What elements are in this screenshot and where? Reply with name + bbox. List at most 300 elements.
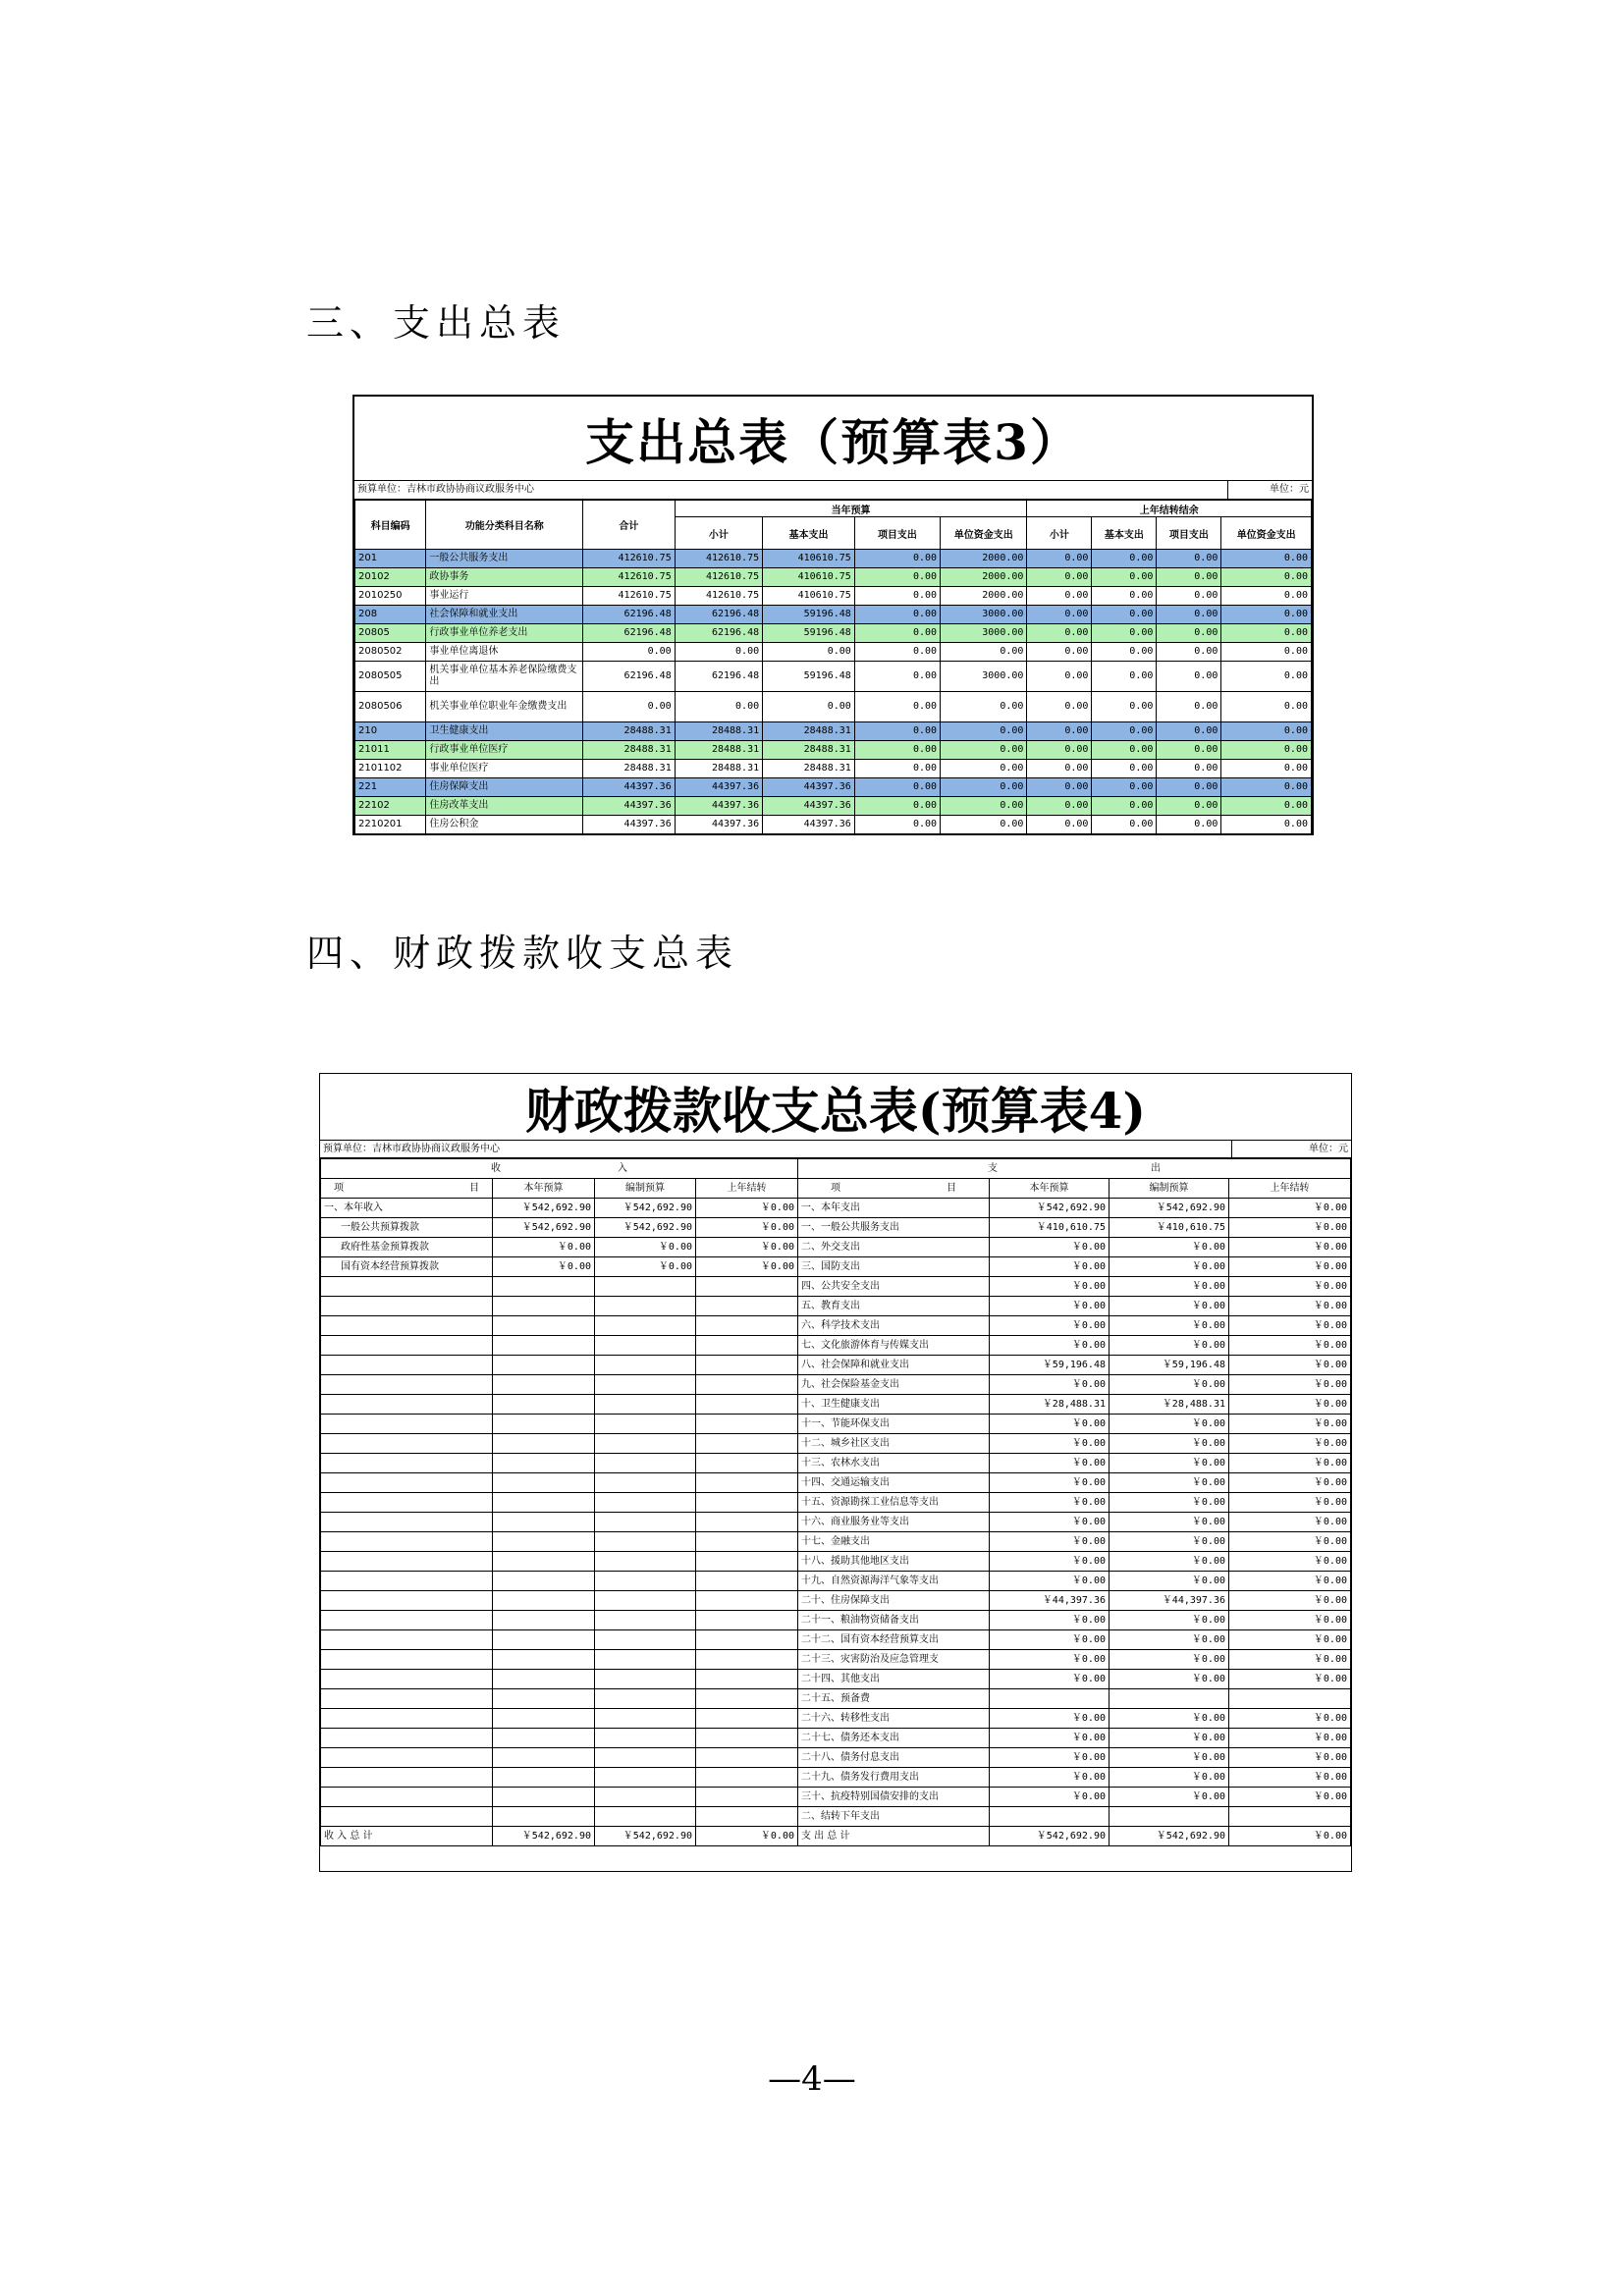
income-carry [696,1630,798,1650]
amount-cell: 0.00 [1027,662,1092,692]
expense-budget [990,1807,1110,1827]
subject-name: 事业单位医疗 [426,760,583,778]
expense-budget: ￥0.00 [990,1336,1110,1356]
amount-cell: 0.00 [1221,760,1312,778]
amount-cell: 44397.36 [763,778,855,797]
header-code: 科目编码 [355,501,426,550]
amount-cell: 0.00 [1157,692,1221,722]
expense-budget: ￥0.00 [990,1729,1110,1748]
amount-cell: 0.00 [1221,550,1312,568]
subject-name: 社会保障和就业支出 [426,606,583,624]
expense-item: 二、结转下年支出 [798,1807,990,1827]
income-carry [696,1650,798,1670]
subject-code: 2010250 [355,587,426,606]
amount-cell: 410610.75 [763,568,855,587]
expense-budget: ￥0.00 [990,1238,1110,1257]
expense-budget: ￥0.00 [990,1650,1110,1670]
income-budget [493,1434,595,1454]
amount-cell: 0.00 [1221,816,1312,834]
expense-compiled [1110,1689,1229,1709]
amount-cell: 0.00 [1027,722,1092,741]
income-compiled [595,1552,696,1572]
expense-item: 一、本年支出 [798,1199,990,1218]
expense-item: 八、社会保障和就业支出 [798,1356,990,1375]
income-head-char: 收 [491,1163,501,1174]
income-budget [493,1748,595,1768]
amount-cell: 412610.75 [583,587,676,606]
expense-item: 十九、自然资源海洋气象等支出 [798,1572,990,1591]
table4-row [321,1513,1351,1532]
amount-cell: 0.00 [941,722,1027,741]
table4-row [321,1709,1351,1729]
income-item [321,1670,493,1689]
amount-cell: 0.00 [675,692,762,722]
expense-item: 七、文化旅游体育与传媒支出 [798,1336,990,1356]
income-compiled [595,1788,696,1807]
income-carry [696,1807,798,1827]
amount-cell: 0.00 [675,643,762,662]
amount-cell: 0.00 [1027,816,1092,834]
amount-cell: 0.00 [1157,797,1221,816]
amount-cell: 2000.00 [941,568,1027,587]
expense-budget: ￥0.00 [990,1277,1110,1297]
amount-cell: 0.00 [1221,606,1312,624]
amount-cell: 0.00 [1027,760,1092,778]
amount-cell: 0.00 [1157,722,1221,741]
amount-cell: 0.00 [1092,816,1157,834]
income-item [321,1807,493,1827]
expense-item: 二十七、债务还本支出 [798,1729,990,1748]
amount-cell: 412610.75 [675,568,762,587]
header-total: 合计 [583,501,676,550]
income-budget [493,1356,595,1375]
header-sub: 基本支出 [763,517,855,550]
expense-carry: ￥0.00 [1229,1670,1351,1689]
amount-cell: 0.00 [1027,692,1092,722]
table4-currency-unit: 单位：元 [1309,1144,1348,1154]
subject-code: 2210201 [355,816,426,834]
amount-cell: 0.00 [1221,741,1312,760]
expense-carry: ￥0.00 [1229,1238,1351,1257]
income-budget-header: 本年预算 [493,1179,595,1199]
expense-carry: ￥0.00 [1229,1375,1351,1395]
income-budget [493,1297,595,1316]
amount-cell: 28488.31 [675,722,762,741]
expense-carry: ￥0.00 [1229,1454,1351,1473]
income-carry [696,1709,798,1729]
amount-cell: 0.00 [1027,797,1092,816]
header-name: 功能分类科目名称 [426,501,583,550]
expense-compiled: ￥0.00 [1110,1768,1229,1788]
income-compiled [595,1277,696,1297]
expense-item: 四、公共安全支出 [798,1277,990,1297]
expense-compiled: ￥0.00 [1110,1257,1229,1277]
expense-compiled: ￥0.00 [1110,1729,1229,1748]
expense-budget: ￥59,196.48 [990,1356,1110,1375]
amount-cell: 44397.36 [675,816,762,834]
amount-cell: 412610.75 [583,550,676,568]
income-compiled [595,1356,696,1375]
income-item [321,1316,493,1336]
expense-compiled: ￥542,692.90 [1110,1827,1229,1846]
amount-cell: 0.00 [1157,568,1221,587]
subject-name: 事业运行 [426,587,583,606]
table4-row [321,1591,1351,1611]
expense-carry: ￥0.00 [1229,1199,1351,1218]
expense-compiled: ￥0.00 [1110,1650,1229,1670]
subject-name: 住房改革支出 [426,797,583,816]
income-item: 国有资本经营预算拨款 [321,1257,493,1277]
expense-budget-header: 本年预算 [990,1179,1110,1199]
amount-cell: 0.00 [941,816,1027,834]
amount-cell: 0.00 [1221,587,1312,606]
income-item [321,1768,493,1788]
income-compiled [595,1297,696,1316]
amount-cell: 0.00 [854,722,940,741]
amount-cell: 0.00 [1157,550,1221,568]
amount-cell: 0.00 [854,741,940,760]
table4-row [321,1199,1351,1218]
table4-row [321,1748,1351,1768]
income-carry-header: 上年结转 [696,1179,798,1199]
expense-compiled: ￥0.00 [1110,1297,1229,1316]
table4-row [321,1415,1351,1434]
table4-row [321,1768,1351,1788]
income-budget [493,1591,595,1611]
expense-carry: ￥0.00 [1229,1630,1351,1650]
subject-code: 2080502 [355,643,426,662]
expense-carry: ￥0.00 [1229,1218,1351,1238]
table4-row [321,1630,1351,1650]
header-current-budget: 当年预算 [675,501,1027,517]
income-item [321,1630,493,1650]
expense-compiled: ￥0.00 [1110,1552,1229,1572]
table3-grid [354,500,1312,834]
amount-cell: 0.00 [941,741,1027,760]
amount-cell: 0.00 [854,662,940,692]
expense-compiled: ￥0.00 [1110,1434,1229,1454]
amount-cell: 0.00 [1027,587,1092,606]
page-number: —4— [768,2059,856,2099]
amount-cell: 44397.36 [583,778,676,797]
amount-cell: 0.00 [1157,760,1221,778]
item-head-char: 目 [947,1183,956,1194]
income-item [321,1375,493,1395]
income-carry [696,1434,798,1454]
amount-cell: 59196.48 [763,606,855,624]
income-item [321,1650,493,1670]
amount-cell: 0.00 [854,643,940,662]
amount-cell: 0.00 [1157,741,1221,760]
expense-compiled-header: 编制预算 [1110,1179,1229,1199]
income-carry [696,1395,798,1415]
table3-row [355,550,1312,568]
income-carry [696,1375,798,1395]
expense-budget: ￥0.00 [990,1434,1110,1454]
income-budget [493,1768,595,1788]
expense-carry: ￥0.00 [1229,1572,1351,1591]
expense-item: 二十八、债务付息支出 [798,1748,990,1768]
amount-cell: 28488.31 [583,722,676,741]
income-item [321,1513,493,1532]
expense-carry: ￥0.00 [1229,1591,1351,1611]
amount-cell: 0.00 [583,692,676,722]
expense-carry: ￥0.00 [1229,1513,1351,1532]
amount-cell: 412610.75 [675,550,762,568]
expense-compiled: ￥0.00 [1110,1277,1229,1297]
amount-cell: 28488.31 [763,741,855,760]
income-budget [493,1689,595,1709]
amount-cell: 0.00 [1157,643,1221,662]
expense-compiled [1110,1807,1229,1827]
expense-item: 二十三、灾害防治及应急管理支 [798,1650,990,1670]
expense-budget [990,1689,1110,1709]
amount-cell: 412610.75 [675,587,762,606]
table4-row [321,1375,1351,1395]
table3-row [355,587,1312,606]
income-carry [696,1356,798,1375]
amount-cell: 44397.36 [583,797,676,816]
amount-cell: 0.00 [1092,797,1157,816]
expense-carry: ￥0.00 [1229,1493,1351,1513]
amount-cell: 0.00 [854,606,940,624]
amount-cell: 0.00 [1092,643,1157,662]
expense-item: 三十、抗疫特别国债安排的支出 [798,1788,990,1807]
amount-cell: 2000.00 [941,550,1027,568]
amount-cell: 0.00 [941,760,1027,778]
income-budget [493,1611,595,1630]
income-budget [493,1277,595,1297]
subject-code: 2080506 [355,692,426,722]
amount-cell: 44397.36 [763,816,855,834]
income-compiled [595,1630,696,1650]
income-item [321,1493,493,1513]
expense-budget: ￥0.00 [990,1375,1110,1395]
expense-budget: ￥0.00 [990,1493,1110,1513]
expense-compiled: ￥0.00 [1110,1493,1229,1513]
income-item [321,1473,493,1493]
item-head-char: 目 [469,1183,479,1194]
income-item [321,1532,493,1552]
income-item [321,1297,493,1316]
expense-carry: ￥0.00 [1229,1729,1351,1748]
expense-compiled: ￥0.00 [1110,1415,1229,1434]
amount-cell: 0.00 [1157,662,1221,692]
expense-group-header [798,1159,1351,1179]
subject-code: 2080505 [355,662,426,692]
table4-row [321,1277,1351,1297]
expense-budget: ￥0.00 [990,1709,1110,1729]
income-compiled [595,1532,696,1552]
amount-cell: 0.00 [1027,550,1092,568]
expense-head-char: 支 [988,1163,998,1174]
income-compiled [595,1375,696,1395]
amount-cell: 0.00 [1092,760,1157,778]
amount-cell: 0.00 [1221,643,1312,662]
amount-cell: 3000.00 [941,624,1027,643]
income-budget: ￥0.00 [493,1238,595,1257]
amount-cell: 0.00 [1092,692,1157,722]
amount-cell: 62196.48 [675,662,762,692]
expense-budget: ￥28,488.31 [990,1395,1110,1415]
amount-cell: 0.00 [1092,568,1157,587]
table3-row [355,797,1312,816]
expense-budget: ￥0.00 [990,1630,1110,1650]
expense-summary-table-3 [352,395,1314,835]
expense-carry: ￥0.00 [1229,1336,1351,1356]
income-budget [493,1375,595,1395]
expense-compiled: ￥410,610.75 [1110,1218,1229,1238]
table4-row [321,1650,1351,1670]
income-budget [493,1572,595,1591]
amount-cell: 0.00 [1092,606,1157,624]
income-compiled: ￥542,692.90 [595,1218,696,1238]
income-compiled [595,1748,696,1768]
subject-name: 一般公共服务支出 [426,550,583,568]
income-budget [493,1454,595,1473]
subject-name: 机关事业单位基本养老保险缴费支出 [426,662,583,692]
subject-name: 政协事务 [426,568,583,587]
amount-cell: 0.00 [1157,778,1221,797]
income-carry [696,1572,798,1591]
expense-carry: ￥0.00 [1229,1356,1351,1375]
expense-compiled: ￥0.00 [1110,1375,1229,1395]
subject-code: 221 [355,778,426,797]
expense-compiled: ￥0.00 [1110,1670,1229,1689]
expense-item: 十三、农林水支出 [798,1454,990,1473]
table4-row [321,1493,1351,1513]
expense-item: 一、一般公共服务支出 [798,1218,990,1238]
expense-carry: ￥0.00 [1229,1395,1351,1415]
expense-item: 十八、援助其他地区支出 [798,1552,990,1572]
table3-row [355,624,1312,643]
expense-compiled: ￥0.00 [1110,1513,1229,1532]
subject-name: 机关事业单位职业年金缴费支出 [426,692,583,722]
table3-meta [354,481,1312,500]
amount-cell: 3000.00 [941,662,1027,692]
income-compiled: ￥0.00 [595,1257,696,1277]
income-item: 一般公共预算拨款 [321,1218,493,1238]
expense-carry [1229,1807,1351,1827]
income-carry: ￥0.00 [696,1238,798,1257]
amount-cell: 62196.48 [675,606,762,624]
income-carry [696,1532,798,1552]
amount-cell: 0.00 [1027,624,1092,643]
amount-cell: 59196.48 [763,624,855,643]
expense-item: 二十一、粮油物资储备支出 [798,1611,990,1630]
income-carry [696,1277,798,1297]
amount-cell: 44397.36 [763,797,855,816]
fiscal-appropriation-table-4 [319,1073,1352,1872]
amount-cell: 0.00 [854,587,940,606]
income-budget [493,1513,595,1532]
amount-cell: 0.00 [1092,550,1157,568]
income-compiled [595,1611,696,1630]
income-item [321,1729,493,1748]
table3-row [355,606,1312,624]
income-budget [493,1807,595,1827]
amount-cell: 62196.48 [583,606,676,624]
amount-cell: 0.00 [854,797,940,816]
expense-item: 十二、城乡社区支出 [798,1434,990,1454]
amount-cell: 0.00 [1157,816,1221,834]
income-carry [696,1297,798,1316]
amount-cell: 0.00 [854,550,940,568]
income-carry: ￥0.00 [696,1218,798,1238]
amount-cell: 28488.31 [583,760,676,778]
amount-cell: 0.00 [1027,606,1092,624]
expense-item: 二十五、预备费 [798,1689,990,1709]
income-item: 一、本年收入 [321,1199,493,1218]
expense-carry-header: 上年结转 [1229,1179,1351,1199]
income-compiled: ￥542,692.90 [595,1199,696,1218]
table4-row [321,1434,1351,1454]
amount-cell: 0.00 [1221,662,1312,692]
expense-item-header [798,1179,990,1199]
expense-carry: ￥0.00 [1229,1297,1351,1316]
expense-compiled: ￥44,397.36 [1110,1591,1229,1611]
expense-compiled: ￥0.00 [1110,1611,1229,1630]
income-carry [696,1454,798,1473]
amount-cell: 28488.31 [675,760,762,778]
subject-name: 住房公积金 [426,816,583,834]
income-carry [696,1513,798,1532]
table3-row [355,692,1312,722]
amount-cell: 28488.31 [675,741,762,760]
expense-compiled: ￥0.00 [1110,1748,1229,1768]
income-compiled [595,1689,696,1709]
income-carry [696,1336,798,1356]
income-budget [493,1473,595,1493]
income-budget [493,1336,595,1356]
income-budget: ￥542,692.90 [493,1218,595,1238]
income-item [321,1434,493,1454]
expense-item: 二、外交支出 [798,1238,990,1257]
table4-row [321,1316,1351,1336]
table3-row [355,643,1312,662]
amount-cell: 0.00 [941,778,1027,797]
expense-budget: ￥410,610.75 [990,1218,1110,1238]
amount-cell: 412610.75 [583,568,676,587]
header-sub: 项目支出 [854,517,940,550]
expense-carry: ￥0.00 [1229,1434,1351,1454]
income-carry [696,1611,798,1630]
amount-cell: 0.00 [854,816,940,834]
income-budget: ￥542,692.90 [493,1827,595,1846]
income-item [321,1748,493,1768]
amount-cell: 0.00 [1157,587,1221,606]
expense-budget: ￥0.00 [990,1552,1110,1572]
income-carry [696,1768,798,1788]
expense-budget: ￥0.00 [990,1670,1110,1689]
table4-row [321,1611,1351,1630]
amount-cell: 0.00 [1092,778,1157,797]
income-compiled [595,1316,696,1336]
subject-code: 20102 [355,568,426,587]
amount-cell: 410610.75 [763,587,855,606]
income-budget [493,1670,595,1689]
income-item [321,1356,493,1375]
expense-carry: ￥0.00 [1229,1611,1351,1630]
expense-compiled: ￥0.00 [1110,1238,1229,1257]
amount-cell: 0.00 [1092,662,1157,692]
income-item [321,1415,493,1434]
income-carry [696,1670,798,1689]
income-carry [696,1689,798,1709]
income-compiled [595,1709,696,1729]
table4-row [321,1395,1351,1415]
expense-carry: ￥0.00 [1229,1316,1351,1336]
